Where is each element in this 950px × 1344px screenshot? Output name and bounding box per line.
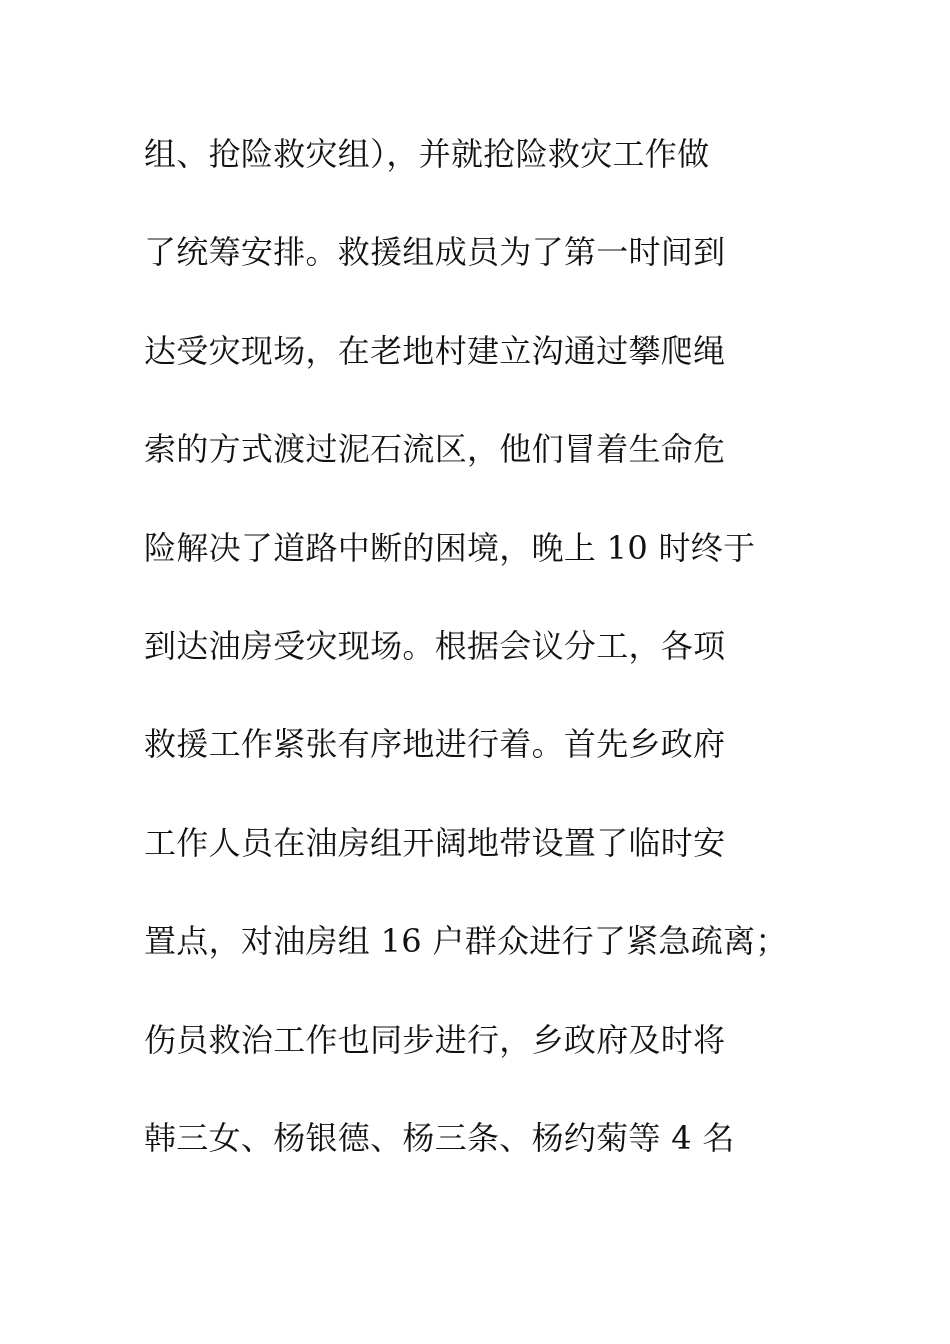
- text-line: 了统筹安排。救援组成员为了第一时间到: [144, 233, 726, 272]
- text-line: 达受灾现场，在老地村建立沟通过攀爬绳: [144, 331, 726, 370]
- text-line: 到达油房受灾现场。根据会议分工，各项: [144, 626, 726, 665]
- text-line: 置点，对油房组 16 户群众进行了紧急疏离；: [144, 922, 788, 961]
- text-line: 韩三女、杨银德、杨三条、杨约菊等 4 名: [144, 1118, 735, 1157]
- text-line: 救援工作紧张有序地进行着。首先乡政府: [144, 725, 726, 764]
- text-line: 险解决了道路中断的困境，晚上 10 时终于: [144, 528, 756, 567]
- text-line: 伤员救治工作也同步进行，乡政府及时将: [144, 1020, 726, 1059]
- text-line: 工作人员在油房组开阔地带设置了临时安: [144, 823, 726, 862]
- body-text: [144, 122, 834, 1204]
- text-line: 组、抢险救灾组），并就抢险救灾工作做: [144, 135, 710, 173]
- text-line: 索的方式渡过泥石流区，他们冒着生命危: [144, 430, 726, 469]
